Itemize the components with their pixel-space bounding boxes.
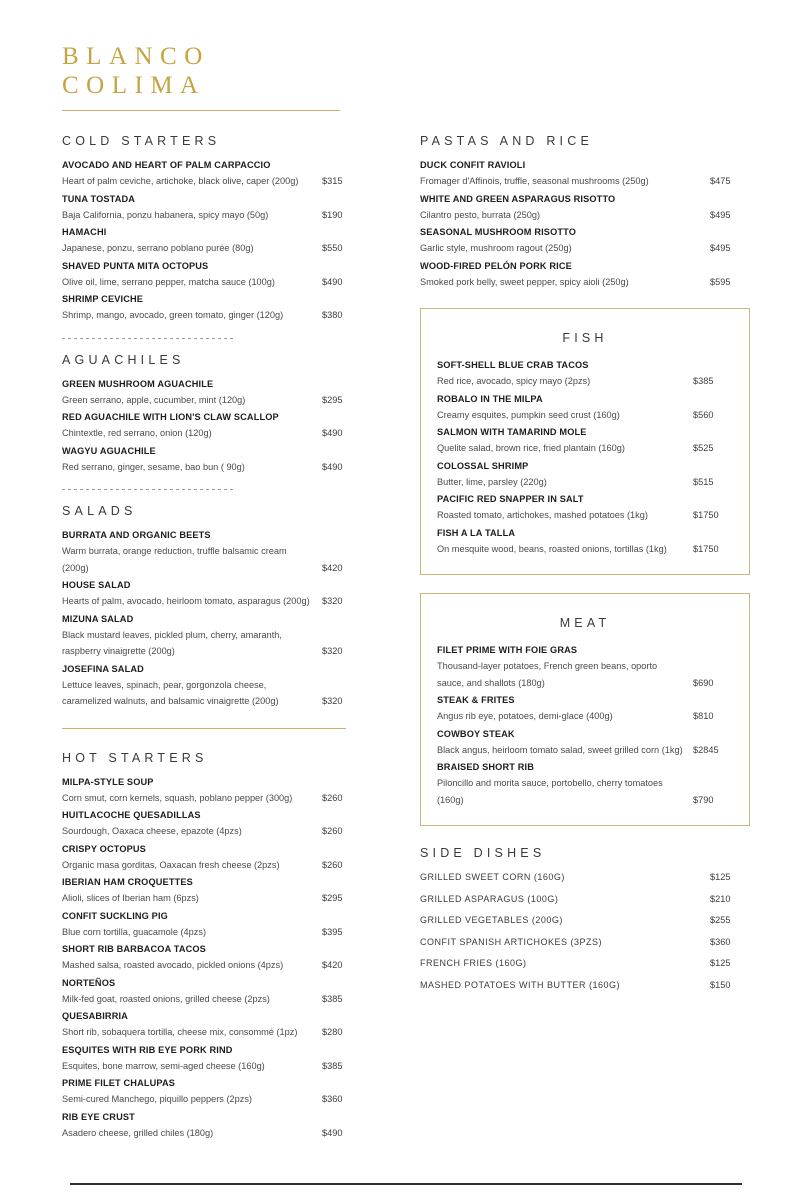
menu-item-name: SHAVED PUNTA MITA OCTOPUS <box>62 260 209 271</box>
menu-item-body <box>62 291 314 324</box>
menu-item-body <box>62 661 314 710</box>
menu-item-body <box>437 642 685 691</box>
section-heading: HOT STARTERS <box>62 750 208 765</box>
menu-item-price: $315 <box>322 176 343 186</box>
menu-item-price: $380 <box>322 310 343 320</box>
menu-item-body <box>62 577 314 610</box>
menu-item <box>437 692 733 725</box>
menu-item-description: Shrimp, mango, avocado, green tomato, ginger (120g) <box>62 310 284 320</box>
menu-item-body <box>437 357 685 390</box>
menu-item-name: WAGYU AGUACHILE <box>62 445 156 456</box>
menu-item-body <box>62 841 314 874</box>
menu-item-description: Sourdough, Oaxaca cheese, epazote (4pzs) <box>62 826 242 836</box>
menu-item-price: $475 <box>710 176 731 186</box>
menu-item <box>62 807 362 840</box>
menu-item-description: Black mustard leaves, pickled plum, cherry, amaranth, raspberry vinaigrette (200g) <box>62 629 282 656</box>
menu-item-body <box>62 807 314 840</box>
menu-item-description: Smoked pork belly, sweet pepper, spicy aioli (250g) <box>420 276 629 287</box>
menu-item <box>437 642 733 691</box>
menu-item-name: RIB EYE CRUST <box>62 1111 135 1122</box>
menu-item-description: Olive oil, lime, serrano pepper, matcha sauce (100g) <box>62 276 275 287</box>
menu-item-name: STEAK & FRITES <box>437 695 515 705</box>
menu-item-body <box>420 258 702 291</box>
menu-item-body <box>437 424 685 457</box>
menu-item <box>62 376 362 409</box>
menu-item-name: WHITE AND GREEN ASPARAGUS RISOTTO <box>420 193 616 204</box>
menu-item-body <box>62 1109 314 1142</box>
left-column <box>62 134 362 1142</box>
menu-item-description: Butter, lime, parsley (220g) <box>437 476 547 487</box>
side-dish-price: $150 <box>710 979 731 990</box>
menu-item-body <box>62 191 314 224</box>
menu-item-name: PACIFIC RED SNAPPER IN SALT <box>437 494 584 504</box>
menu-item-body <box>62 1008 314 1041</box>
menu-item-name: SEASONAL MUSHROOM RISOTTO <box>420 227 577 237</box>
menu-item-description: Cilantro pesto, burrata (250g) <box>420 209 541 220</box>
menu-item <box>62 1109 362 1142</box>
menu-item <box>62 527 362 576</box>
side-dish-name: CONFIT SPANISH ARTICHOKES (3PZS) <box>420 936 603 947</box>
menu-item-name: DUCK CONFIT RAVIOLI <box>420 160 526 170</box>
menu-item-price: $320 <box>322 596 343 606</box>
menu-item-price: $1750 <box>693 510 719 520</box>
menu-item-body <box>62 774 314 807</box>
menu-item-description: Piloncillo and morita sauce, portobello, cherry tomatoes (160g) <box>437 778 663 805</box>
menu-item <box>420 258 750 291</box>
side-dish-name: MASHED POTATOES WITH BUTTER (160G) <box>420 979 621 990</box>
restaurant-logo <box>62 42 342 100</box>
menu-item-description: Baja California, ponzu habanera, spicy mayo (50g) <box>62 209 269 220</box>
menu-item-description: Angus rib eye, potatoes, demi-glace (400g) <box>437 711 613 721</box>
menu-item <box>437 759 733 808</box>
menu-item <box>420 224 750 257</box>
menu-item <box>62 975 362 1008</box>
side-dish-name: GRILLED SWEET CORN (160G) <box>420 872 565 882</box>
side-dish-row <box>420 934 750 951</box>
menu-item <box>62 611 362 660</box>
menu-item-body <box>437 692 685 725</box>
menu-item-price: $490 <box>322 1127 343 1138</box>
section-heading: SIDE DISHES <box>420 846 546 860</box>
menu-item-name: ROBALO IN THE MILPA <box>437 393 543 404</box>
menu-item-price: $690 <box>693 677 714 688</box>
side-dish-name: GRILLED ASPARAGUS (100G) <box>420 893 559 904</box>
menu-item-description: Short rib, sobaquera tortilla, cheese mix, consommé (1pz) <box>62 1027 298 1037</box>
menu-item <box>62 191 362 224</box>
menu-item-body <box>420 157 702 190</box>
menu-item-name: PRIME FILET CHALUPAS <box>62 1078 176 1088</box>
section-heading: COLD STARTERS <box>62 134 221 148</box>
menu-item-name: SOFT-SHELL BLUE CRAB TACOS <box>437 360 589 370</box>
menu-item <box>62 157 362 190</box>
menu-item-name: HOUSE SALAD <box>62 580 131 590</box>
menu-item <box>62 661 362 710</box>
menu-item-description: Red serrano, ginger, sesame, bao bun ( 90g) <box>62 461 245 472</box>
menu-item-price: $420 <box>322 562 343 573</box>
menu-item-name: NORTEÑOS <box>62 977 116 988</box>
menu-item <box>62 874 362 907</box>
menu-item <box>62 1075 362 1108</box>
menu-item-price: $360 <box>322 1094 343 1104</box>
menu-item-name: MIZUNA SALAD <box>62 613 134 624</box>
menu-item-price: $295 <box>322 394 343 405</box>
menu-item-name: HAMACHI <box>62 227 107 237</box>
menu-item-body <box>437 458 685 491</box>
menu-item-body <box>62 258 314 291</box>
menu-item-name: AVOCADO AND HEART OF PALM CARPACCIO <box>62 160 271 170</box>
menu-item-body <box>62 611 314 660</box>
menu-item-price: $260 <box>322 826 343 836</box>
gold-divider <box>62 728 346 729</box>
menu-item-description: Heart of palm ceviche, artichoke, black olive, caper (200g) <box>62 176 299 186</box>
menu-item <box>420 157 750 190</box>
menu-item-name: ESQUITES WITH RIB EYE PORK RIND <box>62 1044 233 1055</box>
menu-item-body <box>437 525 685 558</box>
menu-item-price: $190 <box>322 209 343 220</box>
menu-item-body <box>437 759 685 808</box>
menu-item-description: Fromager d'Affinois, truffle, seasonal mushrooms (250g) <box>420 176 649 186</box>
menu-item-price: $515 <box>693 476 714 487</box>
menu-item-name: RED AGUACHILE WITH LION'S CLAW SCALLOP <box>62 412 279 422</box>
menu-item-description: Corn smut, corn kernels, squash, poblano pepper (300g) <box>62 792 293 803</box>
menu-item <box>437 424 733 457</box>
menu-item-price: $490 <box>322 276 343 287</box>
section-heading: MEAT <box>559 616 611 630</box>
section-heading: FISH <box>562 331 608 345</box>
menu-item-description: Warm burrata, orange reduction, truffle balsamic cream (200g) <box>62 546 287 573</box>
meat-section-box <box>420 593 750 826</box>
menu-item-name: JOSEFINA SALAD <box>62 663 144 674</box>
menu-item-name: WOOD-FIRED PELÓN PORK RICE <box>420 260 572 271</box>
menu-item-body <box>62 874 314 907</box>
menu-item-body <box>62 1042 314 1075</box>
menu-item-price: $490 <box>322 428 343 438</box>
logo-line-2: COLIMA <box>62 72 206 99</box>
menu-item <box>62 774 362 807</box>
menu-item-description: Red rice, avocado, spicy mayo (2pzs) <box>437 376 591 386</box>
menu-item-body <box>62 975 314 1008</box>
menu-item-name: GREEN MUSHROOM AGUACHILE <box>62 378 214 389</box>
menu-item-description: Asadero cheese, grilled chiles (180g) <box>62 1127 214 1138</box>
footer-divider <box>70 1183 742 1185</box>
menu-item-body <box>62 376 314 409</box>
menu-item <box>437 491 733 524</box>
side-dish-name: GRILLED VEGETABLES (200G) <box>420 915 563 925</box>
menu-item-price: $790 <box>693 794 714 805</box>
menu-item-price: $560 <box>693 409 714 420</box>
menu-item-price: $595 <box>710 276 731 287</box>
menu-item-price: $260 <box>322 792 343 803</box>
menu-item <box>437 458 733 491</box>
menu-item <box>62 941 362 974</box>
menu-item-name: SHRIMP CEVICHE <box>62 294 144 304</box>
side-dish-row <box>420 912 750 929</box>
menu-item-body <box>437 391 685 424</box>
menu-item-description: Black angus, heirloom tomato salad, sweet grilled corn (1kg) <box>437 744 683 755</box>
menu-item-description: Semi-cured Manchego, piquillo peppers (2pzs) <box>62 1094 252 1104</box>
menu-item-price: $295 <box>322 893 343 903</box>
menu-item-description: Mashed salsa, roasted avocado, pickled onions (4pzs) <box>62 960 284 970</box>
menu-item-name: TUNA TOSTADA <box>62 193 136 204</box>
side-dish-row <box>420 891 750 908</box>
menu-item-body <box>62 224 314 257</box>
menu-item-price: $1750 <box>693 543 719 554</box>
menu-item-body <box>62 443 314 476</box>
menu-item-description: Japanese, ponzu, serrano poblano purée (80g) <box>62 243 254 253</box>
fish-section-box <box>420 308 750 575</box>
menu-item <box>62 291 362 324</box>
menu-item-description: Alioli, slices of Iberian ham (6pzs) <box>62 893 199 903</box>
menu-item-body <box>62 1075 314 1108</box>
right-column <box>420 134 750 998</box>
menu-item-name: FILET PRIME WITH FOIE GRAS <box>437 645 578 655</box>
menu-item <box>437 726 733 759</box>
menu-item-body <box>62 409 314 442</box>
menu-item-name: SALMON WITH TAMARIND MOLE <box>437 427 587 437</box>
menu-item <box>420 191 750 224</box>
side-dish-price: $360 <box>710 936 731 947</box>
dashed-divider <box>62 489 234 490</box>
menu-item-price: $385 <box>693 376 714 386</box>
menu-item-price: $395 <box>322 926 343 937</box>
menu-item-name: SHORT RIB BARBACOA TACOS <box>62 944 206 954</box>
menu-item-name: IBERIAN HAM CROQUETTES <box>62 877 193 887</box>
side-dish-row <box>420 955 750 972</box>
menu-item <box>62 409 362 442</box>
menu-item-body <box>62 527 314 576</box>
menu-item <box>62 908 362 941</box>
menu-item-name: FISH A LA TALLA <box>437 527 516 538</box>
menu-item-body <box>420 191 702 224</box>
menu-item-price: $550 <box>322 243 343 253</box>
menu-item-description: Organic masa gorditas, Oaxacan fresh cheese (2pzs) <box>62 859 280 870</box>
menu-item-description: Milk-fed goat, roasted onions, grilled cheese (2pzs) <box>62 993 270 1004</box>
menu-item-description: Green serrano, apple, cucumber, mint (120g) <box>62 394 246 405</box>
menu-item-name: CONFIT SUCKLING PIG <box>62 910 168 921</box>
section-heading: AGUACHILES <box>62 352 185 367</box>
menu-item <box>62 841 362 874</box>
menu-item-description: Quelite salad, brown rice, fried plantain (160g) <box>437 443 625 453</box>
side-dish-name: FRENCH FRIES (160G) <box>420 958 527 968</box>
menu-item-description: Blue corn tortilla, guacamole (4pzs) <box>62 926 207 937</box>
menu-item-description: On mesquite wood, beans, roasted onions, tortillas (1kg) <box>437 543 667 554</box>
menu-item-body <box>420 224 702 257</box>
menu-item-body <box>62 941 314 974</box>
side-dishes-section <box>420 846 750 994</box>
menu-item-description: Garlic style, mushroom ragout (250g) <box>420 243 572 253</box>
menu-item-price: $385 <box>322 993 343 1004</box>
menu-item-description: Hearts of palm, avocado, heirloom tomato, asparagus (200g) <box>62 596 310 606</box>
side-dish-row <box>420 869 750 886</box>
menu-item-description: Esquites, bone marrow, semi-aged cheese (160g) <box>62 1060 265 1071</box>
menu-item <box>62 443 362 476</box>
menu-item-body <box>437 726 685 759</box>
menu-item-description: Thousand-layer potatoes, French green beans, oporto sauce, and shallots (180g) <box>437 661 658 688</box>
menu-item-description: Lettuce leaves, spinach, pear, gorgonzola cheese, caramelized walnuts, and balsamic vinaigrette (200g) <box>62 679 279 706</box>
menu-item <box>437 525 733 558</box>
section-heading: SALADS <box>62 504 137 518</box>
dashed-divider <box>62 338 234 339</box>
menu-item-name: BRAISED SHORT RIB <box>437 762 534 772</box>
side-dish-price: $255 <box>710 915 731 925</box>
menu-item-name: BURRATA AND ORGANIC BEETS <box>62 530 211 540</box>
menu-item-price: $495 <box>710 243 731 253</box>
menu-item-price: $320 <box>322 696 343 706</box>
menu-item-name: COLOSSAL SHRIMP <box>437 460 529 471</box>
menu-item <box>437 357 733 390</box>
menu-item <box>62 577 362 610</box>
menu-item-description: Creamy esquites, pumpkin seed crust (160g) <box>437 409 620 420</box>
menu-item-price: $385 <box>322 1060 343 1071</box>
menu-item-name: COWBOY STEAK <box>437 728 515 739</box>
side-dish-price: $210 <box>710 893 731 904</box>
menu-item-body <box>62 908 314 941</box>
menu-item <box>62 1042 362 1075</box>
side-dish-price: $125 <box>710 872 731 882</box>
menu-item-name: MILPA-STYLE SOUP <box>62 776 154 787</box>
menu-item-description: Chintextle, red serrano, onion (120g) <box>62 428 212 438</box>
menu-item-price: $320 <box>322 646 343 656</box>
menu-item-price: $280 <box>322 1027 343 1037</box>
menu-item-body <box>62 157 314 190</box>
menu-item-price: $420 <box>322 960 343 970</box>
menu-item-name: HUITLACOCHE QUESADILLAS <box>62 810 201 820</box>
menu-item-body <box>437 491 685 524</box>
logo-line-1: BLANCO <box>62 43 210 70</box>
menu-item-price: $490 <box>322 461 343 472</box>
menu-item-price: $525 <box>693 443 714 453</box>
menu-item-name: QUESABIRRIA <box>62 1011 128 1021</box>
menu-item-price: $495 <box>710 209 731 220</box>
section-heading: PASTAS AND RICE <box>420 134 593 148</box>
menu-item-price: $260 <box>322 859 343 870</box>
menu-item <box>62 258 362 291</box>
menu-item <box>437 391 733 424</box>
side-dish-price: $125 <box>710 958 731 968</box>
side-dish-row <box>420 977 750 994</box>
logo-divider <box>62 110 340 111</box>
menu-item <box>62 1008 362 1041</box>
menu-item-name: CRISPY OCTOPUS <box>62 843 146 854</box>
menu-item <box>62 224 362 257</box>
menu-item-price: $2845 <box>693 744 719 755</box>
menu-item-description: Roasted tomato, artichokes, mashed potatoes (1kg) <box>437 510 648 520</box>
menu-item-price: $810 <box>693 711 714 721</box>
